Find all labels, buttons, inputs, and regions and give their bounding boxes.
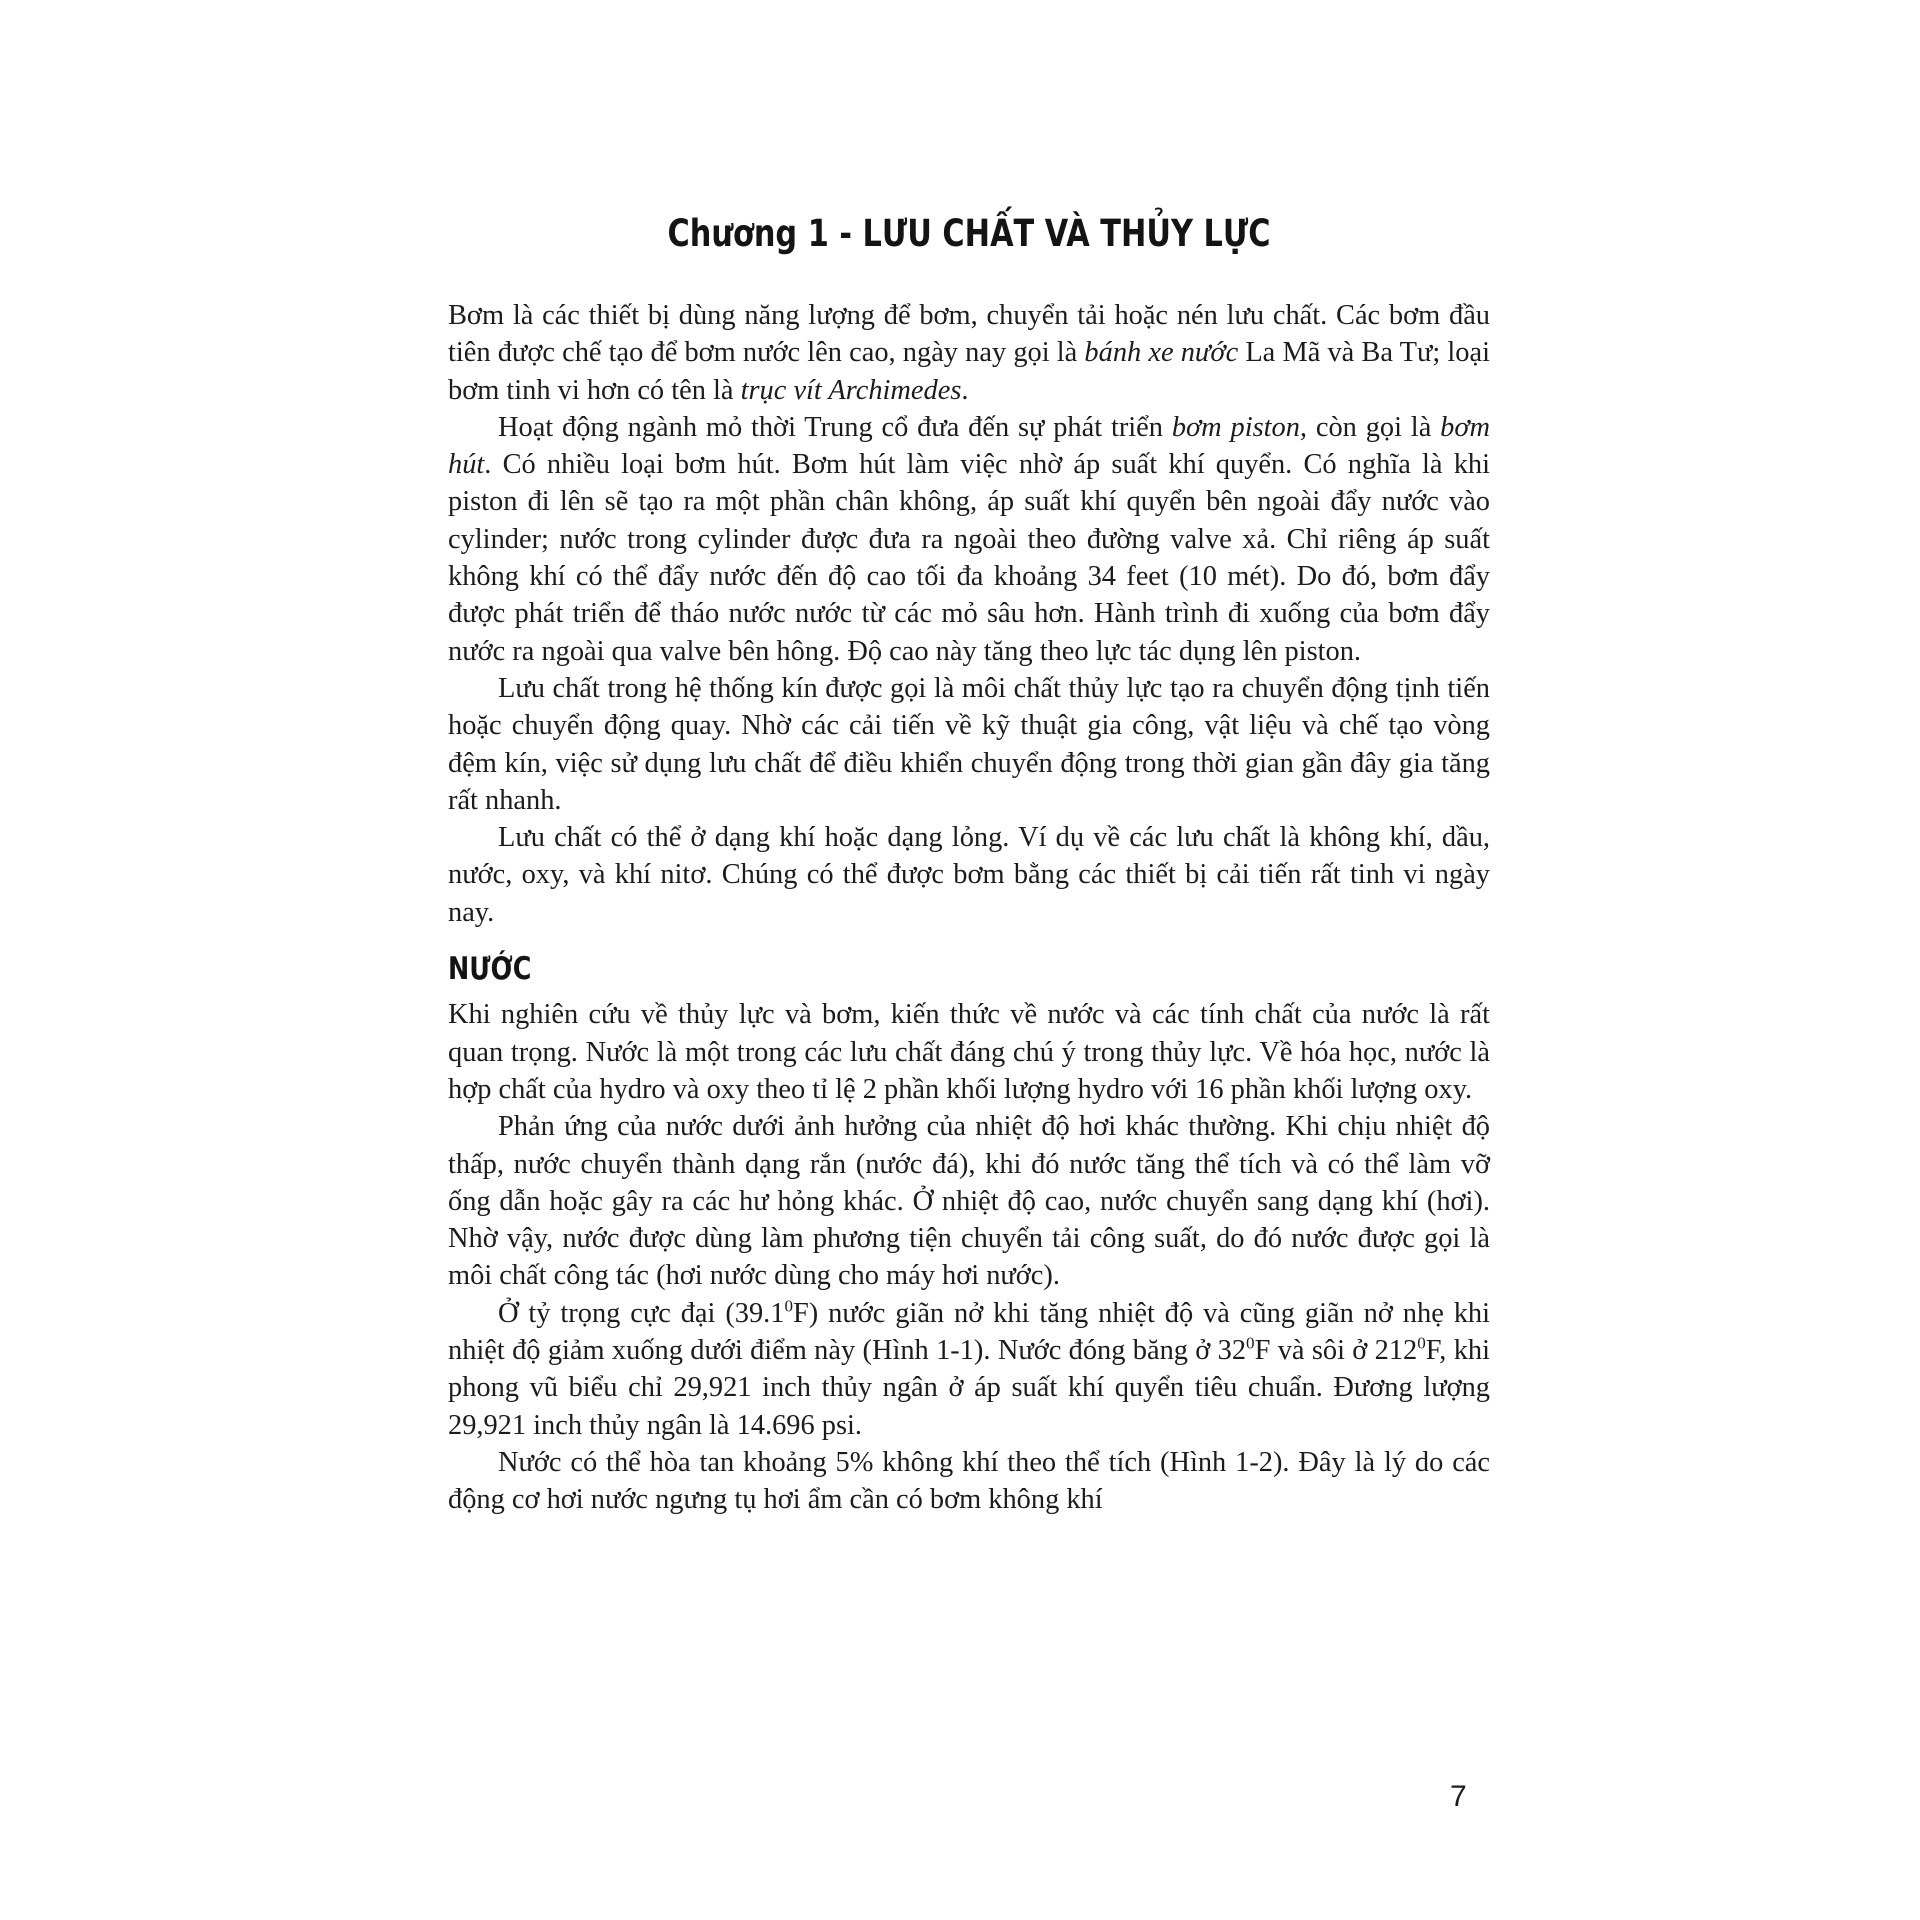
text-run: Bơm là các thiết bị dùng năng lượng để bơm, chuyển tải hoặc nén lưu chất. Các bơm đầu tiên được chế tạo để bơm nước lên cao, ngày nay gọi là <box>448 300 1490 369</box>
degree-superscript: 0 <box>1246 1333 1255 1353</box>
text-run: . <box>961 374 969 406</box>
water-paragraph-1: Khi nghiên cứu về thủy lực và bơm, kiến thức về nước và các tính chất của nước là rất quan trọng. Nước là một trong các lưu chất đáng chú ý trong thủy lực. Về hóa học, nước là hợp chất của hydro và oxy theo tỉ lệ 2 phần khối lượng hydro với 16 phần khối lượng oxy. <box>448 999 1490 1105</box>
book-page <box>448 200 1490 1519</box>
section-heading-water: NƯỚC <box>448 951 532 988</box>
text-run: La Mã và Ba Tư; loại bơm tinh vi hơn có tên là <box>448 337 1490 406</box>
text-run: còn gọi là <box>1307 411 1441 443</box>
text-run: F, khi phong vũ biểu chỉ 29,921 inch thủy ngân ở áp suất khí quyển tiêu chuẩn. Đương lượng 29,921 inch thủy ngân là 14.696 psi. <box>448 1335 1490 1441</box>
text-run: Hoạt động ngành mỏ thời Trung cổ đưa đến sự phát triển <box>498 411 1172 443</box>
degree-superscript: 0 <box>784 1296 793 1316</box>
degree-superscript: 0 <box>1417 1333 1426 1353</box>
italic-term: bánh xe nước <box>1084 337 1239 369</box>
water-paragraph-2: Phản ứng của nước dưới ảnh hưởng của nhiệt độ hơi khác thường. Khi chịu nhiệt độ thấp, nước chuyển thành dạng rắn (nước đá), khi đó nước tăng thể tích và có thể làm vỡ ống dẫn hoặc gây ra các hư hỏng khác. Ở nhiệt độ cao, nước chuyển sang dạng khí (hơi). Nhờ vậy, nước được dùng làm phương tiện chuyển tải công suất, do đó nước được gọi là môi chất công tác (hơi nước dùng cho máy hơi nước). <box>448 1111 1490 1292</box>
italic-term: bơm hút <box>448 411 1490 481</box>
chapter-title: Chương 1 - LƯU CHẤT VÀ THỦY LỰC <box>667 212 1271 255</box>
text-run: F và sôi ở 212 <box>1254 1335 1418 1367</box>
intro-paragraph-2 <box>448 409 1490 670</box>
italic-term: bơm piston, <box>1171 411 1308 443</box>
water-paragraph-3 <box>448 1295 1490 1444</box>
water-paragraph-4: Nước có thể hòa tan khoảng 5% không khí theo thể tích (Hình 1-2). Đây là lý do các động cơ hơi nước ngưng tụ hơi ẩm cần có bơm không khí <box>448 1446 1490 1516</box>
page-number: 7 <box>1450 1780 1467 1813</box>
intro-paragraph-4: Lưu chất có thể ở dạng khí hoặc dạng lỏng. Ví dụ về các lưu chất là không khí, dầu, nước, oxy, và khí nitơ. Chúng có thể được bơm bằng các thiết bị cải tiến rất tinh vi ngày nay. <box>448 822 1490 928</box>
intro-paragraph-3: Lưu chất trong hệ thống kín được gọi là môi chất thủy lực tạo ra chuyển động tịnh tiến hoặc chuyển động quay. Nhờ các cải tiến về kỹ thuật gia công, vật liệu và chế tạo vòng đệm kín, việc sử dụng lưu chất để điều khiển chuyển động trong thời gian gần đây gia tăng rất nhanh. <box>448 672 1490 816</box>
text-run: . Có nhiều loại bơm hút. Bơm hút làm việc nhờ áp suất khí quyển. Có nghĩa là khi piston đi lên sẽ tạo ra một phần chân không, áp suất khí quyển bên ngoài đẩy nước vào cylinder; nước trong cylinder được đưa ra ngoài theo đường valve xả. Chỉ riêng áp suất không khí có thể đẩy nước đến độ cao tối đa khoảng 34 feet (10 mét). Do đó, bơm đẩy được phát triển để tháo nước nước từ các mỏ sâu hơn. Hành trình đi xuống của bơm đẩy nước ra ngoài qua valve bên hông. Độ cao này tăng theo lực tác dụng lên piston. <box>448 449 1490 667</box>
italic-term: trục vít Archimedes <box>740 374 962 406</box>
intro-paragraph-1 <box>448 297 1490 409</box>
body-text <box>448 297 1490 1519</box>
text-run: F) nước giãn nở khi tăng nhiệt độ và cũng giãn nở nhẹ khi nhiệt độ giảm xuống dưới điểm này (Hình 1-1). Nước đóng băng ở 32 <box>448 1297 1490 1367</box>
text-run: Ở tỷ trọng cực đại (39.1 <box>498 1297 785 1329</box>
